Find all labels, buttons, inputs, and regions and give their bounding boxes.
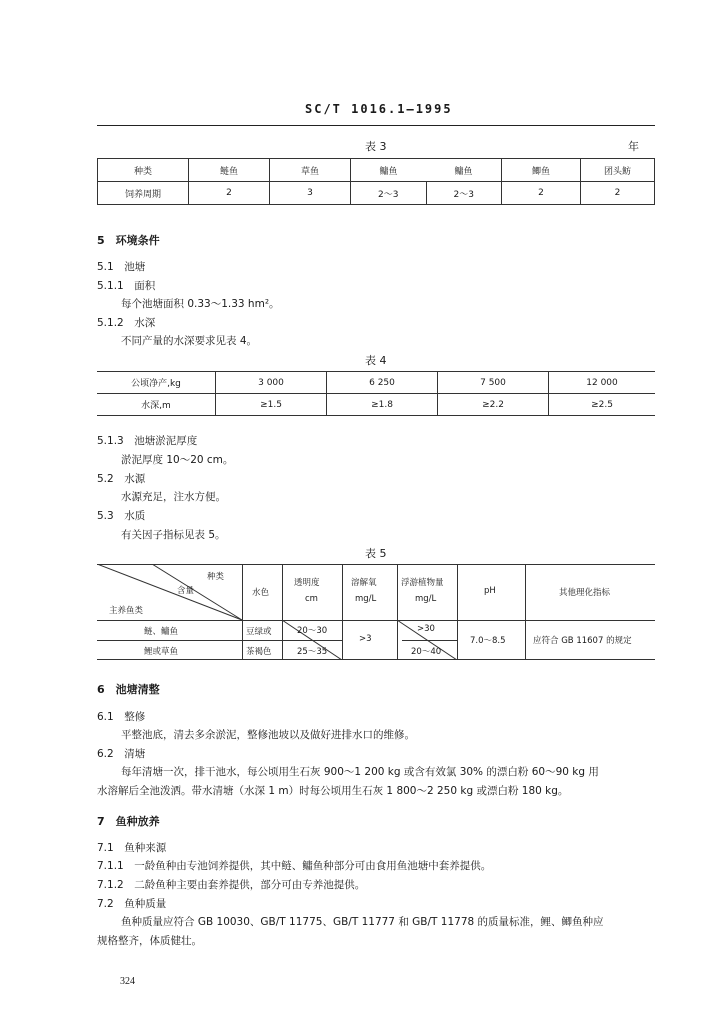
table-row bbox=[98, 159, 655, 182]
table-cell: 2 bbox=[189, 182, 270, 205]
table-cell: 2 bbox=[581, 182, 655, 205]
table5-diag-mid: 含量 bbox=[177, 586, 195, 596]
table-cell: 鲢鱼 bbox=[189, 159, 270, 182]
table5-h-do: 溶解氧 bbox=[351, 578, 377, 588]
table-cell: 鳙鱼 bbox=[426, 159, 502, 182]
section-6-2-text-1: 每年清塘一次，排干池水，每公顷用生石灰 900～1 200 kg 或含有效氯 30% 的漂白粉 60～90 kg 用 bbox=[121, 766, 599, 778]
table-cell: 6 250 bbox=[327, 372, 438, 394]
section-6-1: 6.1 整修 bbox=[97, 711, 146, 723]
section-5-1-3: 5.1.3 池塘淤泥厚度 bbox=[97, 435, 198, 447]
section-6-2: 6.2 清塘 bbox=[97, 748, 146, 760]
table5-h-trans: 透明度 bbox=[294, 578, 320, 588]
section-7-1-1: 7.1.1 一龄鱼种由专池饲养提供，其中鲢、鳙鱼种部分可由食用鱼池塘中套养提供。 bbox=[97, 860, 492, 872]
table-cell: ≥2.5 bbox=[549, 394, 656, 416]
section-5-1-3-text: 淤泥厚度 10～20 cm。 bbox=[121, 454, 234, 466]
section-7-2-text-1: 鱼种质量应符合 GB 10030、GB/T 11775、GB/T 11777 和 GB/T 11778 的质量标准，鲤、鲫鱼种应 bbox=[121, 916, 604, 928]
section-5-3: 5.3 水质 bbox=[97, 510, 146, 522]
table-row bbox=[97, 372, 655, 394]
section-5-1-1-text: 每个池塘面积 0.33～1.33 hm²。 bbox=[121, 298, 280, 310]
table5-row1-trans: 20～30 bbox=[297, 626, 328, 636]
section-7-1: 7.1 鱼种来源 bbox=[97, 842, 167, 854]
table5-h-trans-unit: cm bbox=[305, 594, 318, 604]
header-rule bbox=[97, 125, 655, 126]
table5-h-other: 其他理化指标 bbox=[559, 588, 611, 598]
section-7-title: 7 鱼种放养 bbox=[97, 815, 160, 828]
table-cell: ≥1.5 bbox=[216, 394, 327, 416]
table-cell: 公顷净产,kg bbox=[97, 372, 216, 394]
section-5-2-text: 水源充足，注水方便。 bbox=[121, 491, 226, 503]
section-5-3-text: 有关因子指标见表 5。 bbox=[121, 529, 226, 541]
table5-h-plankton-unit: mg/L bbox=[415, 594, 437, 604]
table3 bbox=[97, 158, 655, 205]
table-cell: 草鱼 bbox=[270, 159, 351, 182]
table-cell: ≥2.2 bbox=[438, 394, 549, 416]
table5-row1-plankton: >30 bbox=[417, 624, 435, 634]
section-6-1-text: 平整池底，清去多余淤泥，整修池坡以及做好进排水口的维修。 bbox=[121, 729, 415, 741]
section-5-1-2: 5.1.2 水深 bbox=[97, 317, 156, 329]
table5-row2-color: 茶褐色 bbox=[246, 647, 272, 657]
section-6-2-text-2: 水溶解后全池泼洒。带水清塘（水深 1 m）时每公顷用生石灰 1 800～2 250 kg 或漂白粉 180 kg。 bbox=[97, 785, 569, 797]
table5-diag-bottom: 主养鱼类 bbox=[109, 606, 144, 616]
table-cell: 3 bbox=[270, 182, 351, 205]
table5-h-color: 水色 bbox=[252, 588, 270, 598]
table-cell: 7 500 bbox=[438, 372, 549, 394]
section-5-2: 5.2 水源 bbox=[97, 473, 146, 485]
table5-row2-label: 鲤或草鱼 bbox=[144, 647, 179, 657]
section-5-title: 5 环境条件 bbox=[97, 234, 160, 247]
table-cell: 水深,m bbox=[97, 394, 216, 416]
table-cell: 12 000 bbox=[549, 372, 656, 394]
table-row bbox=[97, 394, 655, 416]
table3-caption: 表 3 bbox=[365, 140, 387, 153]
section-5-1: 5.1 池塘 bbox=[97, 261, 146, 273]
table3-unit: 年 bbox=[628, 140, 639, 153]
table-cell: 团头鲂 bbox=[581, 159, 655, 182]
section-6-title: 6 池塘清整 bbox=[97, 683, 160, 696]
table5-row1-color: 豆绿或 bbox=[246, 627, 272, 637]
table5-caption: 表 5 bbox=[365, 547, 387, 560]
table5-ph-value: 7.0～8.5 bbox=[470, 636, 506, 646]
table5-other-value: 应符合 GB 11607 的规定 bbox=[533, 636, 632, 646]
standard-number: SC/T 1016.1—1995 bbox=[305, 102, 453, 116]
table5-row2-trans: 25～35 bbox=[297, 647, 328, 657]
table-row bbox=[98, 182, 655, 205]
table-cell: 饲养周期 bbox=[98, 182, 189, 205]
table5-h-do-unit: mg/L bbox=[355, 594, 377, 604]
table5-h-plankton: 浮游植物量 bbox=[401, 578, 444, 588]
table5-diag-top: 种类 bbox=[207, 572, 225, 582]
table-cell: 2 bbox=[502, 182, 581, 205]
table-cell: 种类 bbox=[98, 159, 189, 182]
section-5-1-2-text: 不同产量的水深要求见表 4。 bbox=[121, 335, 258, 347]
section-7-1-2: 7.1.2 二龄鱼种主要由套养提供，部分可由专养池提供。 bbox=[97, 879, 366, 891]
table-cell: 2～3 bbox=[351, 182, 427, 205]
table-cell: ≥1.8 bbox=[327, 394, 438, 416]
section-5-1-1: 5.1.1 面积 bbox=[97, 280, 156, 292]
table-cell: 鳙鱼 bbox=[351, 159, 427, 182]
section-7-2-text-2: 规格整齐，体质健壮。 bbox=[97, 935, 202, 947]
table-cell: 鲫鱼 bbox=[502, 159, 581, 182]
table-cell: 2～3 bbox=[426, 182, 502, 205]
table4 bbox=[97, 371, 655, 416]
table5-h-ph: pH bbox=[484, 586, 496, 596]
table-cell: 3 000 bbox=[216, 372, 327, 394]
table5-row2-plankton: 20～40 bbox=[411, 647, 442, 657]
section-7-2: 7.2 鱼种质量 bbox=[97, 898, 167, 910]
page-number: 324 bbox=[120, 976, 135, 987]
table5-row1-label: 鲢、鳙鱼 bbox=[144, 627, 179, 637]
table5 bbox=[97, 564, 655, 660]
table4-caption: 表 4 bbox=[365, 354, 387, 367]
table5-do-value: >3 bbox=[359, 634, 372, 644]
